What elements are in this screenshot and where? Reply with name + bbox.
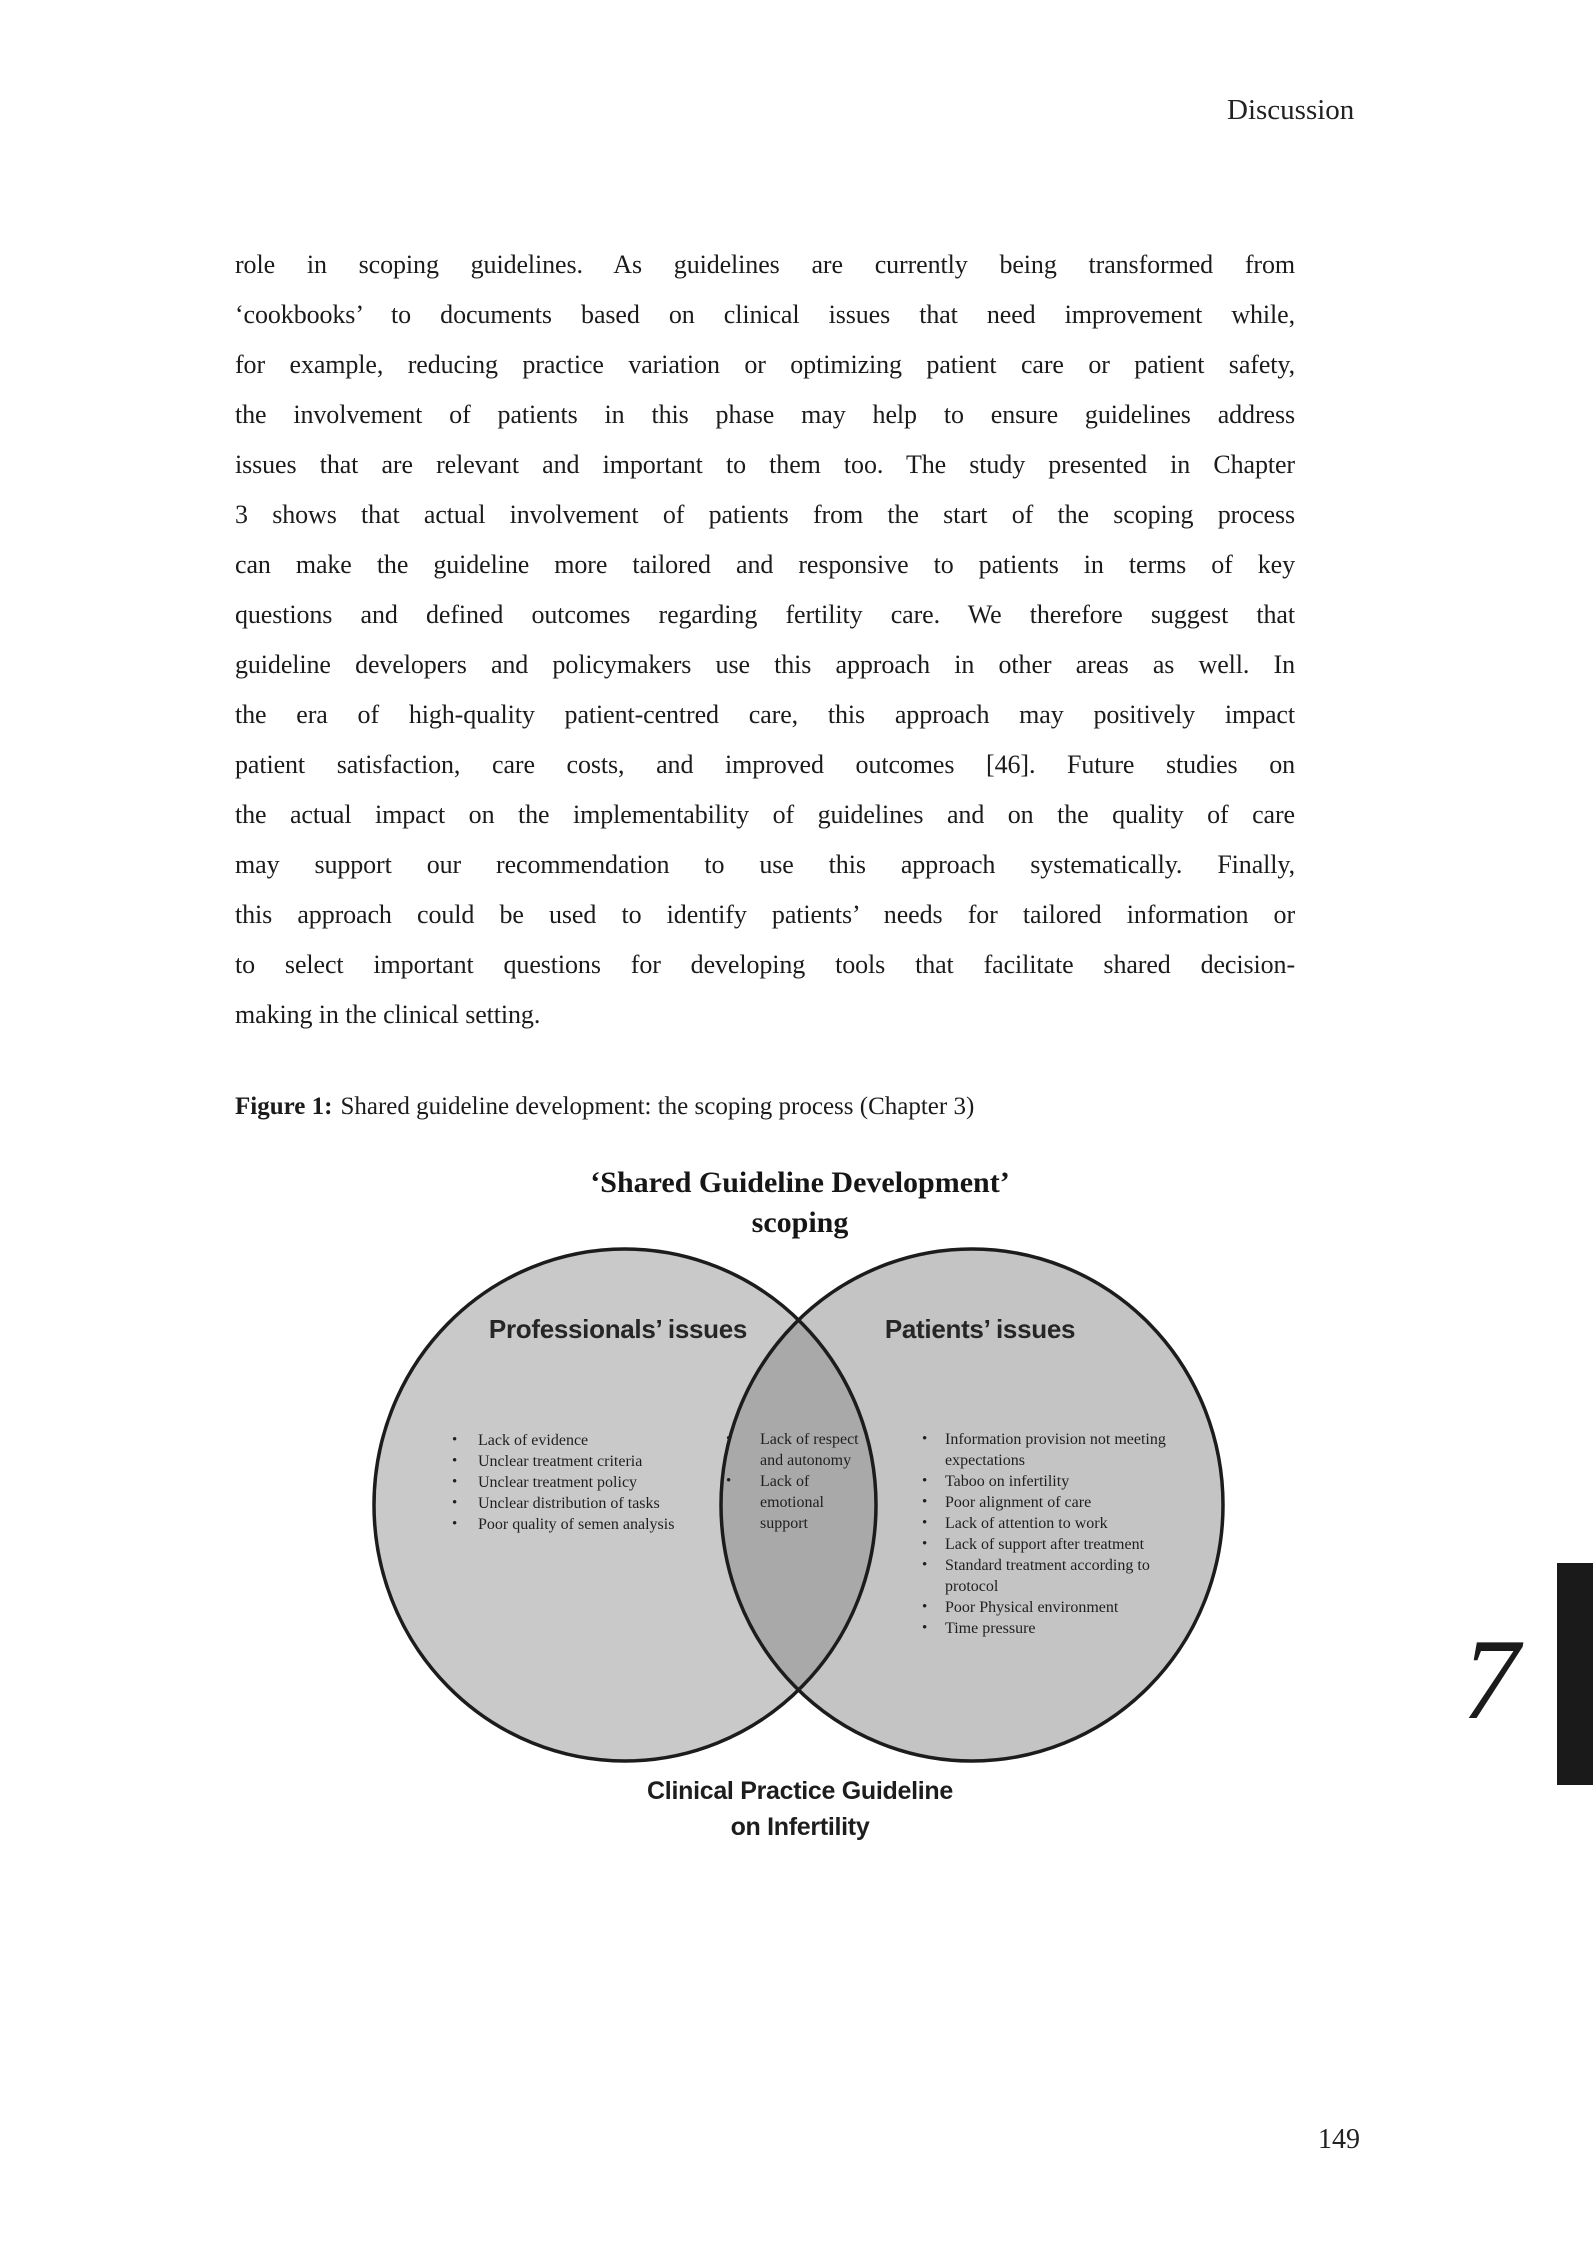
list-item: • Poor alignment of care	[922, 1494, 1092, 1511]
paragraph-line: role in scoping guidelines. As guidelines are currently being transformed from	[235, 250, 1295, 279]
bullet-icon: •	[922, 1431, 928, 1447]
paragraph-line: questions and defined outcomes regarding fertility care. We therefore suggest that	[235, 600, 1295, 629]
list-item: • Taboo on infertility	[922, 1473, 1070, 1490]
paragraph-line: issues that are relevant and important to them too. The study presented in Chapter	[235, 450, 1295, 479]
venn-diagram-title	[370, 1163, 1230, 1243]
list-item: • Lack of attention to work	[922, 1515, 1108, 1532]
paragraph-line: 3 shows that actual involvement of patients from the start of the scoping process	[235, 500, 1295, 529]
list-item: • Lack of emotional support	[726, 1473, 824, 1532]
bullet-icon: •	[452, 1453, 458, 1469]
venn-bottom-label-line2: on Infertility	[730, 1813, 870, 1841]
paragraph-line: ‘cookbooks’ to documents based on clinical issues that need improvement while,	[235, 300, 1295, 329]
chapter-tab	[1557, 1563, 1593, 1785]
bullet-icon: •	[452, 1516, 458, 1532]
paragraph-line: making in the clinical setting.	[235, 1000, 541, 1029]
running-header: Discussion	[1227, 94, 1355, 126]
bullet-icon: •	[922, 1557, 928, 1573]
bullet-icon: •	[922, 1494, 928, 1510]
shared-issues-list	[726, 1429, 875, 1534]
list-item: • Unclear treatment criteria	[452, 1453, 643, 1470]
paragraph-line: the actual impact on the implementability of guidelines and on the quality of care	[235, 800, 1295, 829]
list-item: • Lack of respect and autonomy	[726, 1431, 859, 1469]
left-circle-heading: Professionals’ issues	[488, 1314, 748, 1344]
bullet-icon: •	[922, 1473, 928, 1489]
paragraph-line: the era of high-quality patient-centred care, this approach may positively impact	[235, 700, 1295, 729]
paragraph-line: the involvement of patients in this phase may help to ensure guidelines address	[235, 400, 1295, 429]
paragraph-line: patient satisfaction, care costs, and improved outcomes [46]. Future studies on	[235, 750, 1295, 779]
paragraph-line: this approach could be used to identify patients’ needs for tailored information or	[235, 900, 1295, 929]
paragraph-line: may support our recommendation to use this approach systematically. Finally,	[235, 850, 1295, 879]
bullet-icon: •	[452, 1432, 458, 1448]
venn-title-line2: scoping	[751, 1206, 849, 1239]
venn-bottom-label	[370, 1773, 1230, 1845]
bullet-icon: •	[922, 1599, 928, 1615]
professionals-issues-list	[452, 1430, 718, 1535]
patients-issues-list	[922, 1429, 1195, 1639]
list-item: • Unclear treatment policy	[452, 1474, 638, 1491]
page-number: 149	[1318, 2124, 1360, 2155]
bullet-icon: •	[922, 1620, 928, 1636]
list-item: • Poor quality of semen analysis	[452, 1516, 675, 1533]
venn-bottom-label-line1: Clinical Practice Guideline	[647, 1777, 953, 1805]
bullet-icon: •	[726, 1473, 732, 1489]
venn-title-line1: ‘Shared Guideline Development’	[590, 1166, 1010, 1199]
figure-caption	[235, 1093, 1335, 1121]
bullet-icon: •	[452, 1474, 458, 1490]
body-paragraph	[235, 240, 1295, 1040]
list-item: • Poor Physical environment	[922, 1599, 1119, 1616]
list-item: • Standard treatment according to protocol	[922, 1557, 1150, 1595]
paragraph-line: guideline developers and policymakers use this approach in other areas as well. In	[235, 650, 1295, 679]
bullet-icon: •	[922, 1536, 928, 1552]
figure-caption-label: Figure 1:	[235, 1093, 333, 1120]
list-item: • Lack of support after treatment	[922, 1536, 1145, 1553]
list-item: • Unclear distribution of tasks	[452, 1495, 660, 1512]
bullet-icon: •	[452, 1495, 458, 1511]
bullet-icon: •	[922, 1515, 928, 1531]
bullet-icon: •	[726, 1431, 732, 1447]
right-circle-heading: Patients’ issues	[884, 1314, 1076, 1344]
list-item: • Information provision not meeting expectations	[922, 1431, 1166, 1469]
paragraph-line: for example, reducing practice variation or optimizing patient care or patient safety,	[235, 350, 1295, 379]
list-item: • Time pressure	[922, 1620, 1036, 1637]
chapter-number: 7	[1462, 1616, 1520, 1743]
paragraph-line: can make the guideline more tailored and responsive to patients in terms of key	[235, 550, 1295, 579]
paragraph-line: to select important questions for developing tools that facilitate shared decision-	[235, 950, 1295, 979]
list-item: • Lack of evidence	[452, 1432, 589, 1449]
figure-caption-text: Shared guideline development: the scoping process (Chapter 3)	[340, 1093, 975, 1120]
